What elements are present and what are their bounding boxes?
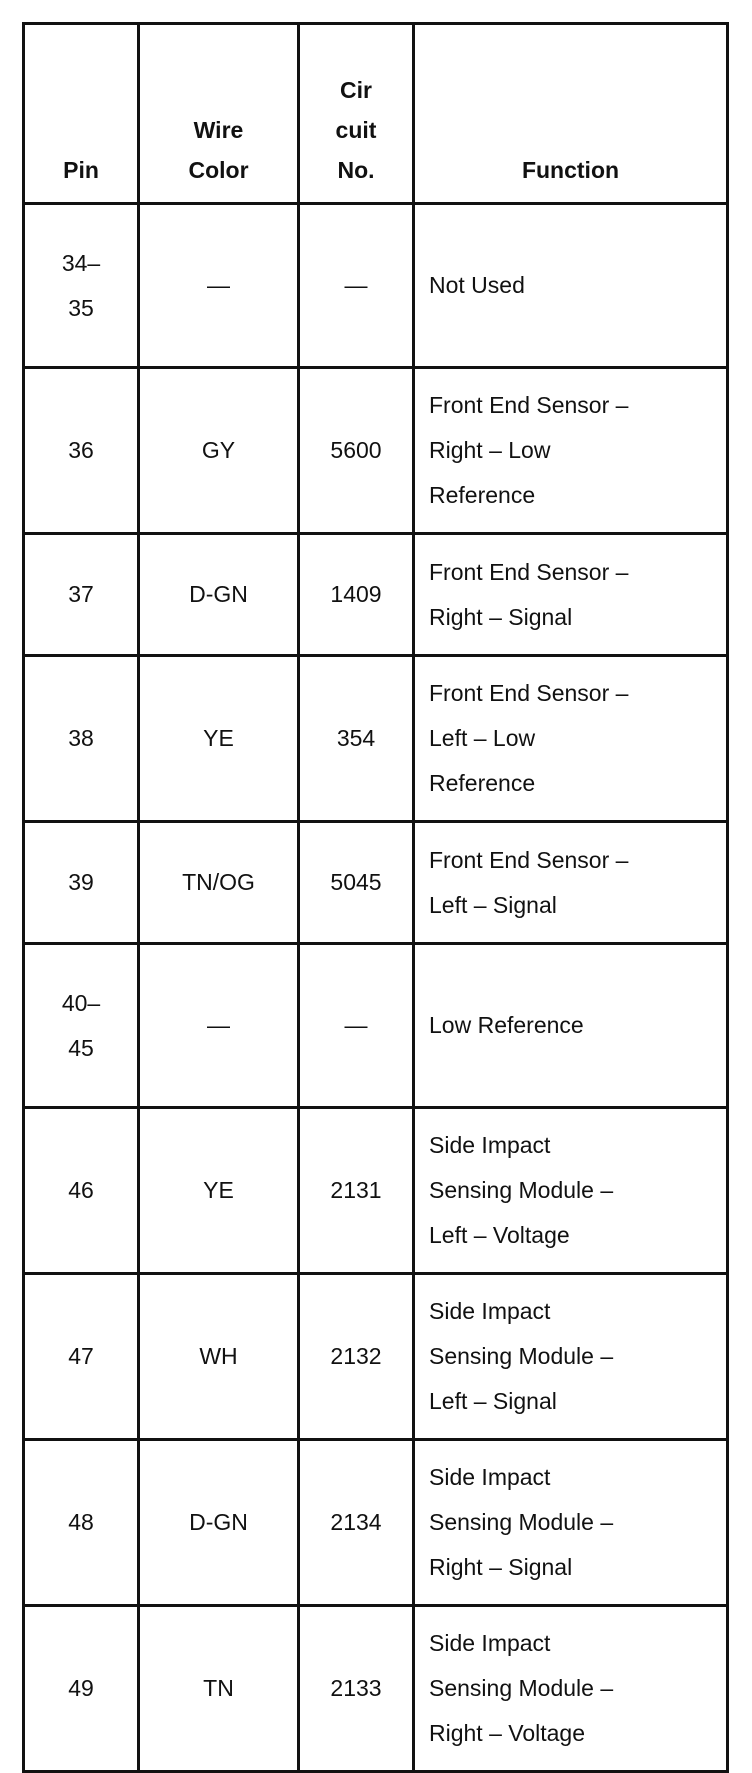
pin-cell-line: 48	[68, 1509, 94, 1535]
function-cell-line: Right – Signal	[429, 603, 573, 630]
function-cell-line: Sensing Module –	[429, 1509, 614, 1535]
header-function-line: Function	[521, 157, 620, 183]
header-circuit-line-3: No.	[337, 157, 375, 183]
header-function	[414, 24, 728, 204]
wire-color-cell: YE	[139, 1108, 299, 1274]
pin-cell	[24, 534, 139, 656]
function-cell	[414, 1108, 728, 1274]
header-circuit-no	[299, 24, 414, 204]
function-cell	[414, 1606, 728, 1772]
function-cell-line: Right – Signal	[429, 1554, 573, 1580]
function-cell-line: Reference	[429, 770, 536, 796]
header-wire-color-line-1: Wire	[193, 117, 244, 143]
circuit-cell: 2131	[299, 1108, 414, 1274]
function-cell-line: Right – Voltage	[429, 1720, 586, 1746]
table-row	[24, 1108, 728, 1274]
wire-color-cell: D-GN	[139, 1440, 299, 1606]
function-cell	[414, 822, 728, 944]
circuit-cell: 5600	[299, 368, 414, 534]
pin-cell-line: 46	[68, 1177, 94, 1203]
wire-color-cell: —	[139, 944, 299, 1108]
pin-cell	[24, 1606, 139, 1772]
pin-cell	[24, 1274, 139, 1440]
function-cell-line: Sensing Module –	[429, 1343, 614, 1369]
function-cell-line: Sensing Module –	[429, 1675, 614, 1701]
pin-cell	[24, 822, 139, 944]
function-cell-line: Side Impact	[429, 1132, 551, 1158]
header-circuit-line-1: Cir	[340, 77, 372, 103]
function-cell-line: Side Impact	[429, 1464, 551, 1490]
function-cell-line: Reference	[429, 482, 536, 508]
function-cell-line: Front End Sensor –	[429, 846, 629, 873]
function-cell-line: Front End Sensor –	[429, 392, 629, 418]
pin-cell-line: 34–	[61, 249, 101, 276]
function-cell	[414, 1440, 728, 1606]
circuit-cell: 354	[299, 656, 414, 822]
function-cell-line: Front End Sensor –	[429, 558, 629, 585]
header-wire-color-line-2: Color	[188, 157, 249, 183]
function-cell	[414, 656, 728, 822]
pin-cell-line: 49	[68, 1675, 94, 1701]
pin-cell-line: 45	[68, 1034, 94, 1061]
function-cell-line: Front End Sensor –	[429, 680, 629, 706]
pin-cell-line: 36	[68, 437, 94, 463]
circuit-cell: —	[299, 944, 414, 1108]
function-cell-line: Sensing Module –	[429, 1177, 614, 1203]
circuit-cell: —	[299, 204, 414, 368]
pin-cell	[24, 204, 139, 368]
function-cell	[414, 368, 728, 534]
table-row	[24, 656, 728, 822]
circuit-cell: 2132	[299, 1274, 414, 1440]
function-cell-line: Left – Low	[429, 725, 536, 751]
function-cell-line: Right – Low	[429, 437, 551, 463]
pinout-rows	[24, 204, 728, 1772]
circuit-cell: 2133	[299, 1606, 414, 1772]
wire-color-cell: WH	[139, 1274, 299, 1440]
header-wire-color	[139, 24, 299, 204]
pin-cell	[24, 1108, 139, 1274]
function-cell-line: Left – Signal	[429, 891, 557, 918]
circuit-cell: 2134	[299, 1440, 414, 1606]
pin-cell-line: 35	[68, 294, 94, 321]
function-cell	[414, 1274, 728, 1440]
function-cell-line: Low Reference	[429, 1012, 584, 1038]
pin-cell-line: 37	[68, 581, 94, 607]
function-cell	[414, 944, 728, 1108]
circuit-cell: 1409	[299, 534, 414, 656]
table-row	[24, 1606, 728, 1772]
pin-cell-line: 40–	[61, 989, 101, 1016]
function-cell	[414, 204, 728, 368]
wire-color-cell: TN/OG	[139, 822, 299, 944]
function-cell-line: Left – Signal	[429, 1388, 557, 1414]
pin-cell-line: 38	[68, 725, 94, 751]
header-circuit-line-2: cuit	[335, 117, 377, 143]
pin-cell	[24, 1440, 139, 1606]
function-cell-line: Side Impact	[429, 1298, 551, 1324]
header-pin-line: Pin	[63, 157, 99, 183]
function-cell-line: Side Impact	[429, 1630, 551, 1656]
wire-color-cell: GY	[139, 368, 299, 534]
table-row	[24, 822, 728, 944]
pin-cell	[24, 368, 139, 534]
table-row	[24, 368, 728, 534]
header-row	[24, 24, 728, 204]
function-cell-line: Not Used	[429, 272, 525, 298]
table-row	[24, 944, 728, 1108]
wire-color-cell: TN	[139, 1606, 299, 1772]
table-row	[24, 534, 728, 656]
table-row	[24, 1274, 728, 1440]
table-row	[24, 1440, 728, 1606]
function-cell	[414, 534, 728, 656]
header-pin	[24, 24, 139, 204]
circuit-cell: 5045	[299, 822, 414, 944]
pin-cell	[24, 656, 139, 822]
function-cell-line: Left – Voltage	[429, 1222, 570, 1248]
wire-color-cell: YE	[139, 656, 299, 822]
pin-cell-line: 47	[68, 1343, 94, 1369]
wire-color-cell: D-GN	[139, 534, 299, 656]
pin-cell-line: 39	[68, 869, 94, 895]
pin-cell	[24, 944, 139, 1108]
wire-color-cell: —	[139, 204, 299, 368]
pinout-table	[22, 22, 729, 1773]
table-row	[24, 204, 728, 368]
